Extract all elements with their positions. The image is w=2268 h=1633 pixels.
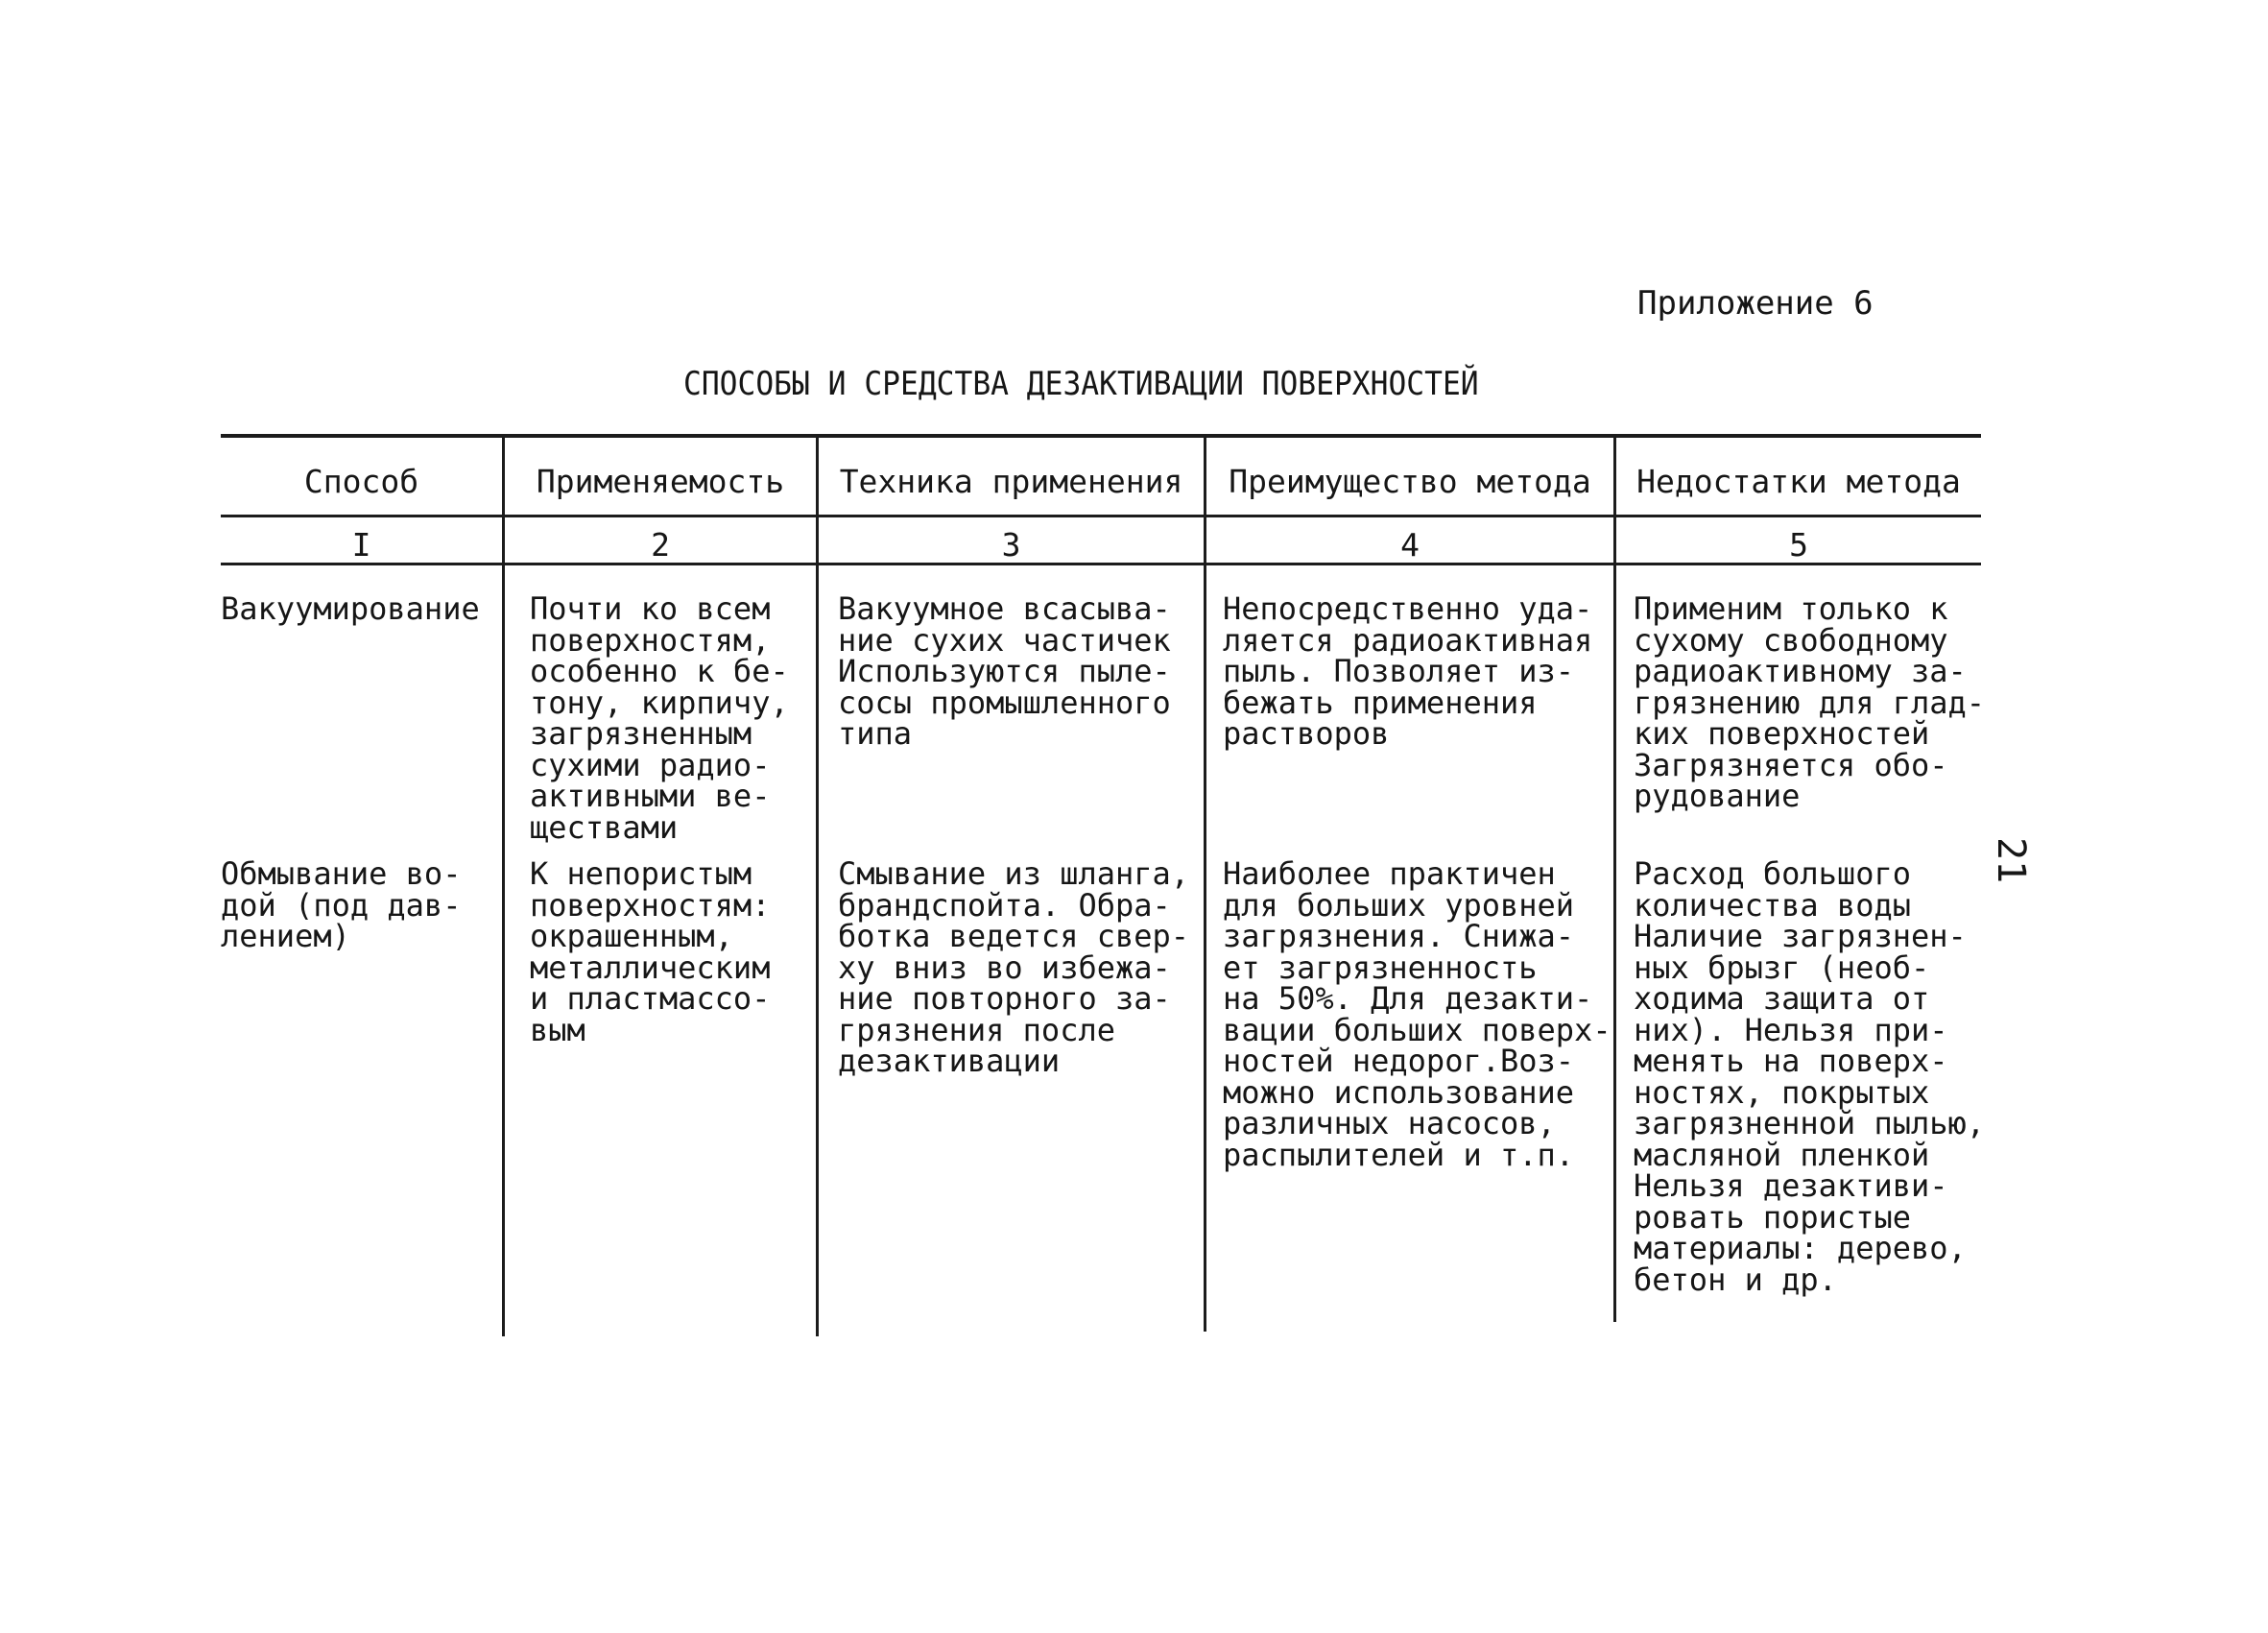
row2-technique: Смывание из шланга, брандспойта. Обра- ботка ведется свер- ху вниз во избежа- ние повторного за- грязнения после дезактивации: [838, 855, 1190, 1079]
header-method: Способ: [303, 463, 419, 500]
column-divider-3: [1204, 434, 1206, 1332]
table-header-rule: [221, 515, 1981, 517]
column-number-3: 3: [1001, 526, 1021, 564]
row1-applicability: Почти ко всем поверхностям, особенно к бе- тону, кирпичу, загрязненным сухими радио- активными ве- ществами: [530, 590, 789, 846]
page-number: 21: [1989, 837, 2033, 884]
column-number-5: 5: [1789, 526, 1808, 564]
header-disadvantages: Недостатки метода: [1636, 463, 1961, 500]
column-number-2: 2: [651, 526, 670, 564]
row2-applicability: К непористым поверхностям: окрашенным, металлическим и пластмассо- вым: [530, 855, 771, 1048]
table-top-rule: [221, 434, 1981, 438]
column-divider-2: [816, 434, 819, 1336]
header-applicability: Применяемость: [536, 463, 785, 500]
column-divider-4: [1613, 434, 1616, 1322]
row2-disadvantages: Расход большого количества воды Наличие загрязнен- ных брызг (необ- ходима защита от них). Нельзя при- менять на поверх- ностях, покрытых загрязненной пылью, масляной пленкой Нельзя дезактиви- ровать пористые материалы: дерево, бетон и др.: [1634, 855, 1986, 1298]
row1-method: Вакуумирование: [221, 590, 480, 627]
column-number-4: 4: [1400, 526, 1420, 564]
document-title: СПОСОБЫ И СРЕДСТВА ДЕЗАКТИВАЦИИ ПОВЕРХНОСТЕЙ: [683, 365, 1479, 403]
header-technique: Техника применения: [839, 463, 1183, 500]
appendix-label: Приложение 6: [1637, 284, 1874, 323]
row1-disadvantages: Применим только к сухому свободному радиоактивному за- грязнению для глад- ких поверхностей Загрязняется обо- рудование: [1634, 590, 1986, 814]
row2-method: Обмывание во- дой (под дав- лением): [221, 855, 462, 954]
row2-advantages: Наиболее практичен для больших уровней загрязнения. Снижа- ет загрязненность на 50%. Для дезакти- вации больших поверх- ностей недорог.Воз- можно использование различных насосов, распылителей и т.п.: [1223, 855, 1611, 1173]
decontamination-table: [221, 434, 1986, 1336]
row1-advantages: Непосредственно уда- ляется радиоактивная пыль. Позволяет из- бежать применения растворов: [1223, 590, 1593, 752]
header-advantages: Преимущество метода: [1229, 463, 1591, 500]
row1-technique: Вакуумное всасыва- ние сухих частичек Используются пыле- сосы промышленного типа: [838, 590, 1171, 752]
column-divider-1: [502, 434, 505, 1336]
column-number-1: I: [351, 526, 371, 564]
